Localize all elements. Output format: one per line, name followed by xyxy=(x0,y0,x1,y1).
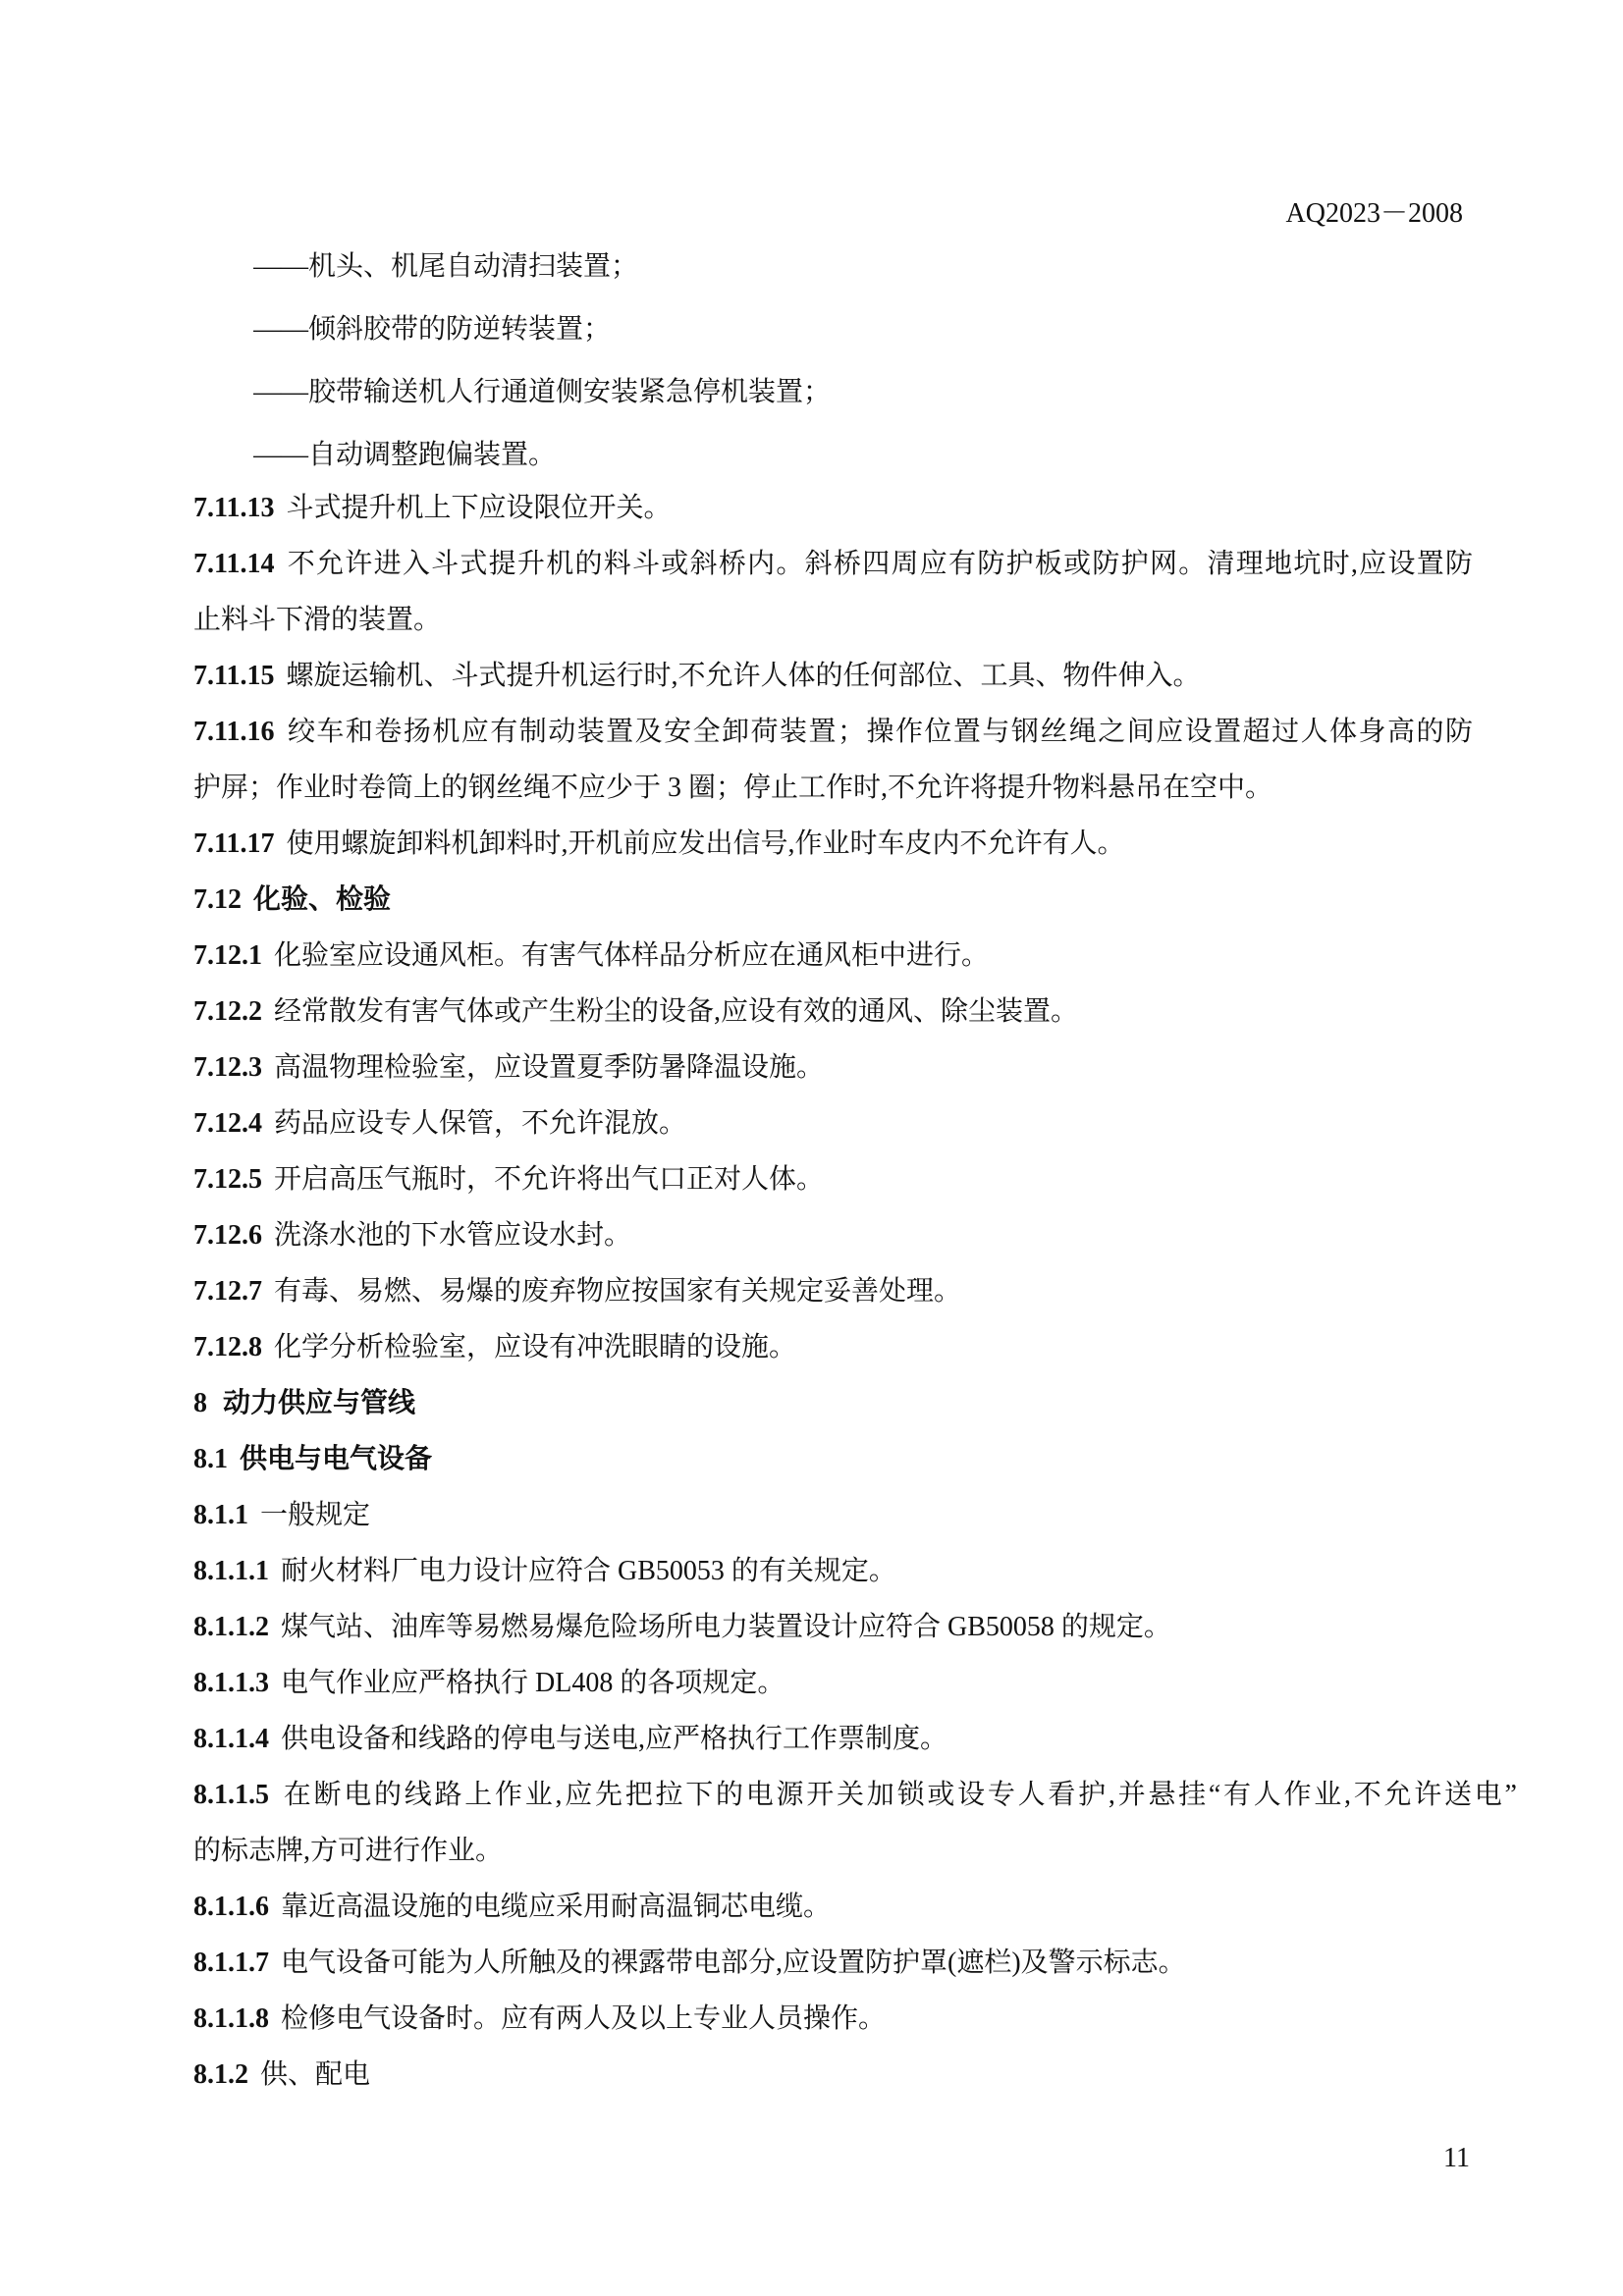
clause-7-12-6 xyxy=(193,1207,1473,1263)
section-number: 8.1 xyxy=(193,1444,228,1474)
subsection-number: 8.1.1 xyxy=(193,1500,248,1530)
clause-8-1-1-3 xyxy=(193,1655,1473,1711)
clause-text: 靠近高温设施的电缆应采用耐高温铜芯电缆。 xyxy=(281,1892,832,1922)
clause-8-1-1-2 xyxy=(193,1599,1473,1655)
clause-number: 7.11.14 xyxy=(193,549,275,579)
clause-7-12-2 xyxy=(193,984,1473,1040)
dash-item: ——倾斜胶带的防逆转装置； xyxy=(253,314,612,345)
clause-text: 不允许进入斗式提升机的料斗或斜桥内。斜桥四周应有防护板或防护网。清理地坑时,应设置防 xyxy=(286,549,1473,579)
clause-number: 7.11.13 xyxy=(193,493,275,523)
chapter-title: 动力供应与管线 xyxy=(223,1388,416,1418)
chapter-heading-8 xyxy=(193,1375,1473,1431)
clause-text: 止料斗下滑的装置。 xyxy=(193,605,442,635)
clause-number: 7.12.2 xyxy=(193,996,262,1027)
clause-number: 8.1.1.8 xyxy=(193,2003,269,2034)
clause-text: 的标志牌,方可进行作业。 xyxy=(193,1836,504,1866)
clause-number: 7.12.1 xyxy=(193,940,262,971)
dash-list xyxy=(253,236,1471,487)
clause-8-1-1-5-continued xyxy=(193,1823,1473,1879)
clause-8-1-1-6 xyxy=(193,1879,1473,1935)
clause-text: 使用螺旋卸料机卸料时,开机前应发出信号,作业时车皮内不允许有人。 xyxy=(286,828,1125,859)
clause-text: 开启高压气瓶时，不允许将出气口正对人体。 xyxy=(274,1164,825,1195)
subsection-number: 8.1.2 xyxy=(193,2059,248,2090)
clause-text: 洗涤水池的下水管应设水封。 xyxy=(274,1220,632,1251)
clause-text: 绞车和卷扬机应有制动装置及安全卸荷装置；操作位置与钢丝绳之间应设置超过人体身高的防 xyxy=(286,717,1473,747)
section-title: 化验、检验 xyxy=(253,884,392,915)
section-heading-8-1 xyxy=(193,1431,1473,1487)
section-title: 供电与电气设备 xyxy=(240,1444,433,1474)
clause-text: 经常散发有害气体或产生粉尘的设备,应设有效的通风、除尘装置。 xyxy=(274,996,1079,1027)
clause-number: 7.11.16 xyxy=(193,717,275,747)
clause-8-1-1-8 xyxy=(193,1991,1473,2047)
subsection-heading-8-1-2 xyxy=(193,2047,1473,2103)
clause-7-11-13 xyxy=(193,480,1473,536)
clause-number: 8.1.1.5 xyxy=(193,1780,269,1810)
clause-7-12-5 xyxy=(193,1151,1473,1207)
clause-number: 8.1.1.4 xyxy=(193,1724,269,1754)
clause-text: 电气作业应严格执行 DL408 的各项规定。 xyxy=(281,1668,785,1698)
subsection-heading-8-1-1 xyxy=(193,1487,1473,1543)
clause-number: 7.11.17 xyxy=(193,828,275,859)
clause-text: 有毒、易燃、易爆的废弃物应按国家有关规定妥善处理。 xyxy=(274,1276,962,1307)
clause-7-11-17 xyxy=(193,816,1473,872)
clause-number: 7.12.8 xyxy=(193,1332,262,1362)
clause-8-1-1-1 xyxy=(193,1543,1473,1599)
clause-number: 7.12.4 xyxy=(193,1108,262,1139)
clause-list xyxy=(193,480,1517,2103)
clause-7-12-3 xyxy=(193,1040,1473,1095)
clause-text: 药品应设专人保管，不允许混放。 xyxy=(274,1108,687,1139)
clause-number: 7.12.5 xyxy=(193,1164,262,1195)
clause-number: 8.1.1.3 xyxy=(193,1668,269,1698)
clause-text: 煤气站、油库等易燃易爆危险场所电力装置设计应符合 GB50058 的规定。 xyxy=(281,1612,1171,1642)
clause-number: 7.12.3 xyxy=(193,1052,262,1083)
clause-text: 电气设备可能为人所触及的裸露带电部分,应设置防护罩(遮栏)及警示标志。 xyxy=(281,1948,1186,1978)
chapter-number: 8 xyxy=(193,1388,207,1418)
section-heading-7-12 xyxy=(193,872,1473,928)
clause-7-12-1 xyxy=(193,928,1473,984)
clause-number: 7.12.6 xyxy=(193,1220,262,1251)
clause-text: 在断电的线路上作业,应先把拉下的电源开关加锁或设专人看护,并悬挂“有人作业,不允许送电” xyxy=(281,1780,1517,1810)
clause-7-11-15 xyxy=(193,648,1473,704)
clause-number: 7.11.15 xyxy=(193,661,275,691)
clause-7-11-16-continued xyxy=(193,760,1473,816)
clause-text: 化验室应设通风柜。有害气体样品分析应在通风柜中进行。 xyxy=(274,940,990,971)
clause-7-11-16 xyxy=(193,704,1473,760)
subsection-title: 供、配电 xyxy=(260,2059,371,2090)
clause-number: 8.1.1.6 xyxy=(193,1892,269,1922)
clause-7-11-14-continued xyxy=(193,592,1473,648)
page-number: 11 xyxy=(1443,2143,1470,2173)
clause-8-1-1-7 xyxy=(193,1935,1473,1991)
clause-8-1-1-5 xyxy=(193,1767,1517,1823)
clause-number: 8.1.1.2 xyxy=(193,1612,269,1642)
dash-item: ——自动调整跑偏装置。 xyxy=(253,440,557,470)
clause-7-11-14 xyxy=(193,536,1473,592)
subsection-title: 一般规定 xyxy=(260,1500,371,1530)
clause-7-12-7 xyxy=(193,1263,1473,1319)
section-number: 7.12 xyxy=(193,884,242,915)
clause-text: 螺旋运输机、斗式提升机运行时,不允许人体的任何部位、工具、物件伸入。 xyxy=(286,661,1201,691)
clause-8-1-1-4 xyxy=(193,1711,1473,1767)
document-code: AQ2023－2008 xyxy=(1285,198,1463,229)
clause-7-12-8 xyxy=(193,1319,1473,1375)
clause-text: 护屏；作业时卷筒上的钢丝绳不应少于 3 圈；停止工作时,不允许将提升物料悬吊在空中。 xyxy=(193,773,1273,803)
clause-text: 化学分析检验室，应设有冲洗眼睛的设施。 xyxy=(274,1332,797,1362)
clause-text: 斗式提升机上下应设限位开关。 xyxy=(286,493,672,523)
clause-text: 检修电气设备时。应有两人及以上专业人员操作。 xyxy=(281,2003,887,2034)
clause-7-12-4 xyxy=(193,1095,1473,1151)
clause-number: 7.12.7 xyxy=(193,1276,262,1307)
clause-text: 耐火材料厂电力设计应符合 GB50053 的有关规定。 xyxy=(281,1556,896,1586)
dash-item: ——胶带输送机人行通道侧安装紧急停机装置； xyxy=(253,377,832,407)
clause-text: 高温物理检验室，应设置夏季防暑降温设施。 xyxy=(274,1052,825,1083)
clause-number: 8.1.1.1 xyxy=(193,1556,269,1586)
clause-number: 8.1.1.7 xyxy=(193,1948,269,1978)
clause-text: 供电设备和线路的停电与送电,应严格执行工作票制度。 xyxy=(281,1724,948,1754)
dash-item: ——机头、机尾自动清扫装置； xyxy=(253,251,639,282)
